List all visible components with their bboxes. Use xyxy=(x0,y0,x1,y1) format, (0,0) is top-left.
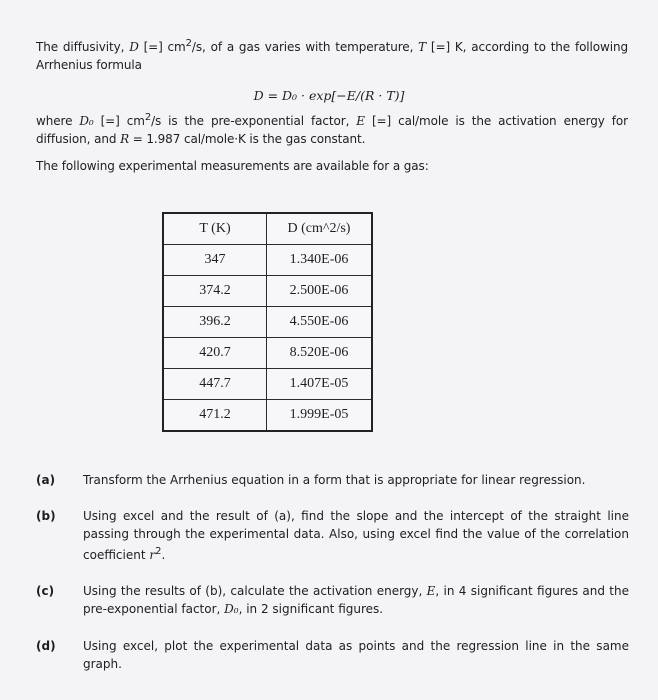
column-header-diffusivity: D (cm^2/s) xyxy=(267,213,373,245)
column-header-temperature: T (K) xyxy=(163,213,267,245)
question-text: Using excel, plot the experimental data as points and the regression line in the same graph. xyxy=(83,639,629,671)
text-run: /s is the pre-exponential factor, xyxy=(151,114,357,128)
superscript: 2 xyxy=(155,546,162,557)
intro-paragraph xyxy=(36,35,628,74)
text-run: [=] K, according to the following Arrhenius formula xyxy=(36,40,628,72)
arrhenius-formula: D = D₀ · exp[−E/(R · T)] xyxy=(253,88,405,103)
text-run: where xyxy=(36,114,80,128)
table-cell: 1.407E-05 xyxy=(267,369,373,400)
question-text xyxy=(83,582,629,618)
text-run: , in 4 significant figures and the pre-exponential factor, xyxy=(83,584,629,616)
text-run: The diffusivity, xyxy=(36,40,130,54)
table-row xyxy=(163,369,372,400)
symbol-D: D xyxy=(129,40,139,54)
text-run: Using the results of (b), calculate the activation energy, xyxy=(83,584,427,598)
table-cell: 8.520E-06 xyxy=(267,338,373,369)
symbol-r: r xyxy=(149,548,156,562)
measurements-table xyxy=(162,212,373,432)
table-cell: 420.7 xyxy=(163,338,267,369)
superscript: 2 xyxy=(144,112,152,123)
table-cell: 447.7 xyxy=(163,369,267,400)
symbol-D0: D₀ xyxy=(79,114,94,128)
table-row xyxy=(163,276,372,307)
text-run: [=] cm xyxy=(138,40,186,54)
text-run: , in 2 significant figures. xyxy=(238,602,384,616)
question-label: (b) xyxy=(36,509,56,523)
definitions-paragraph xyxy=(36,109,628,148)
table-cell: 347 xyxy=(163,245,267,276)
table-header-row xyxy=(163,213,372,245)
table-cell: 471.2 xyxy=(163,400,267,432)
table-cell: 1.340E-06 xyxy=(267,245,373,276)
symbol-T: T xyxy=(418,40,427,54)
text-run: /s, of a gas varies with temperature, xyxy=(191,40,419,54)
text-run: . xyxy=(161,548,166,562)
measurements-intro: The following experimental measurements are available for a gas: xyxy=(36,159,429,173)
symbol-E: E xyxy=(426,584,436,598)
table-row xyxy=(163,245,372,276)
symbol-E: E xyxy=(356,114,365,128)
table-cell: 2.500E-06 xyxy=(267,276,373,307)
question-label: (a) xyxy=(36,473,56,487)
question-text: Transform the Arrhenius equation in a form that is appropriate for linear regression. xyxy=(83,473,586,487)
table-row xyxy=(163,307,372,338)
question-label: (c) xyxy=(36,584,55,598)
table-row xyxy=(163,338,372,369)
text-run: Using excel and the result of (a), find the slope and the intercept of the straight line passing through the experimental data. Also, using excel find the value of the correlation coefficient xyxy=(83,509,629,562)
table-cell: 1.999E-05 xyxy=(267,400,373,432)
text-run: [=] cm xyxy=(93,114,145,128)
symbol-R: R xyxy=(120,132,129,146)
superscript: 2 xyxy=(185,38,192,49)
text-run: [=] cal/mole is the activation energy for diffusion, and xyxy=(36,114,628,146)
question-text xyxy=(83,507,629,564)
table-cell: 4.550E-06 xyxy=(267,307,373,338)
question-label: (d) xyxy=(36,639,56,653)
table-row xyxy=(163,400,372,432)
table-cell: 396.2 xyxy=(163,307,267,338)
table-cell: 374.2 xyxy=(163,276,267,307)
text-run: = 1.987 cal/mole·K is the gas constant. xyxy=(129,132,366,146)
symbol-D0: D₀ xyxy=(224,602,239,616)
